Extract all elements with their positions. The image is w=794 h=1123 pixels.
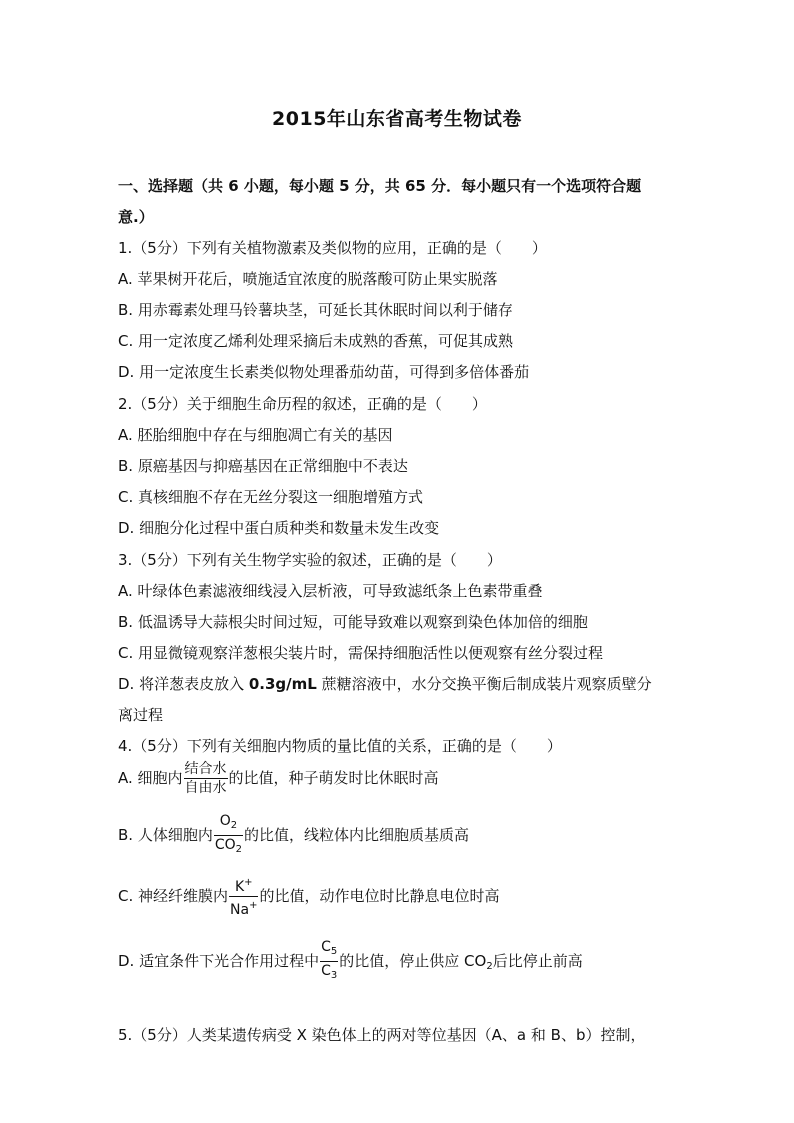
question-3-option-d [118, 674, 652, 694]
question-2-option-a: A. 胚胎细胞中存在与细胞凋亡有关的基因 [118, 426, 393, 444]
question-2-option-c: C. 真核细胞不存在无丝分裂这一细胞增殖方式 [118, 488, 424, 506]
concentration-value: 0.3g/mL [248, 675, 317, 693]
question-2-option-d: D. 细胞分化过程中蛋白质种类和数量未发生改变 [118, 519, 440, 537]
question-5-stem: 5.（5分）人类某遗传病受 X 染色体上的两对等位基因（A、a 和 B、b）控制， [118, 1026, 646, 1044]
fraction-c5-c3 [320, 938, 338, 985]
question-3-option-c: C. 用显微镜观察洋葱根尖装片时，需保持细胞活性以便观察有丝分裂过程 [118, 644, 604, 662]
question-4-option-d-prefix: D. 适宜条件下光合作用过程中 [118, 952, 320, 970]
question-1-option-c: C. 用一定浓度乙烯利处理采摘后未成熟的香蕉，可促其成熟 [118, 332, 514, 350]
question-3-option-b: B. 低温诱导大蒜根尖时间过短，可能导致难以观察到染色体加倍的细胞 [118, 613, 588, 631]
question-1-stem: 1.（5分）下列有关植物激素及类似物的应用，正确的是（ ） [118, 239, 547, 257]
question-4-option-a-suffix: 的比值，种子萌发时比休眠时高 [228, 769, 439, 787]
question-4-option-b-prefix: B. 人体细胞内 [118, 826, 213, 844]
question-4-option-d [118, 938, 583, 985]
question-4-option-d-suffix: 的比值，停止供应 $CO_2$后比停止前高 [339, 952, 583, 972]
question-4-option-a-prefix: A. 细胞内 [118, 769, 183, 787]
fraction-k-na [229, 874, 258, 919]
question-3-option-d-suffix: 蔗糖溶液中，水分交换平衡后制成装片观察质壁分 [316, 675, 652, 693]
question-1-option-b: B. 用赤霉素处理马铃薯块茎，可延长其休眠时间以利于储存 [118, 301, 513, 319]
fraction-numerator: 结合水 [184, 761, 227, 777]
question-4-option-c-suffix: 的比值，动作电位时比静息电位时高 [259, 887, 500, 905]
question-3-stem: 3.（5分）下列有关生物学实验的叙述，正确的是（ ） [118, 551, 502, 569]
question-4-option-b-suffix: 的比值，线粒体内比细胞质基质高 [244, 826, 470, 844]
question-4-option-b [118, 812, 469, 859]
page-title: 2015年山东省高考生物试卷 [272, 108, 522, 130]
fraction-o2-co2 [214, 812, 243, 859]
question-3-option-d-continuation: 离过程 [118, 706, 164, 724]
question-3-option-a: A. 叶绿体色素滤液细线浸入层析液，可导致滤纸条上色素带重叠 [118, 582, 543, 600]
question-4-option-c-prefix: C. 神经纤维膜内 [118, 887, 229, 905]
question-2-option-b: B. 原癌基因与抑癌基因在正常细胞中不表达 [118, 457, 408, 475]
question-2-stem: 2.（5分）关于细胞生命历程的叙述，正确的是（ ） [118, 395, 487, 413]
question-3-option-d-prefix: D. 将洋葱表皮放入 [118, 675, 249, 693]
fraction-numerator: $C_5$ [321, 939, 338, 957]
fraction-denominator: 自由水 [184, 780, 227, 796]
question-4-stem: 4.（5分）下列有关细胞内物质的量比值的关系，正确的是（ ） [118, 737, 562, 755]
fraction-denominator: Na+ [229, 896, 258, 919]
section-heading-line2: 意.） [118, 208, 154, 226]
fraction-numerator: $O_2$ [219, 813, 238, 831]
question-4-option-a [118, 760, 439, 797]
question-4-option-c [118, 874, 499, 919]
fraction-bound-free-water [184, 760, 228, 797]
fraction-numerator: K+ [234, 877, 253, 895]
fraction-denominator: $C_3$ [320, 961, 338, 985]
fraction-denominator: $CO_2$ [214, 835, 243, 859]
question-1-option-d: D. 用一定浓度生长素类似物处理番茄幼苗，可得到多倍体番茄 [118, 363, 530, 381]
question-1-option-a: A. 苹果树开花后，喷施适宜浓度的脱落酸可防止果实脱落 [118, 270, 498, 288]
section-heading-line1: 一、选择题（共 6 小题，每小题 5 分，共 65 分．每小题只有一个选项符合题 [118, 177, 642, 195]
